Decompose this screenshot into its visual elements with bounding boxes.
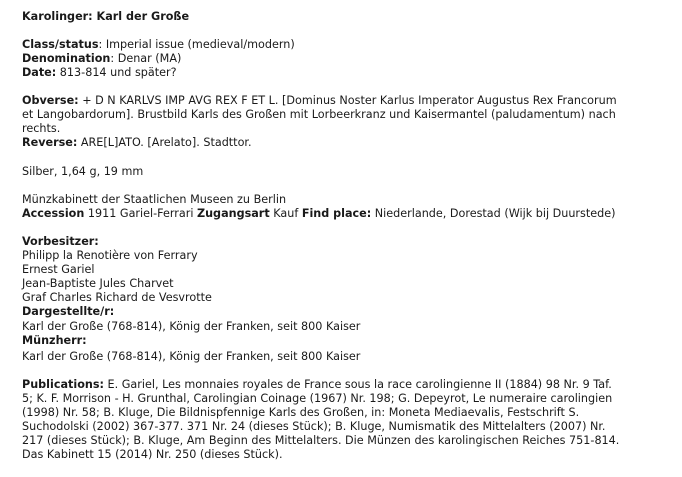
publications-text-1: E. Gariel, Les monnaies royales de France sous la race carolingienne II (1884) 98 Nr. 9 Taf. [104,378,612,391]
publications-line-3: (1998) Nr. 58; B. Kluge, Die Bildnispfennige Karls des Großen, in: Moneta Mediaevalis, Festschrift S. [22,406,580,419]
publications-line-6: Das Kabinett 15 (2014) Nr. 250 (dieses Stück). [22,448,283,461]
vorbesitzer-item: Philipp la Renotière von Ferrary [22,249,198,262]
obverse-line-2: et Langobardorum]. Brustbild Karls des Großen mit Lorbeerkranz und Kaisermantel (paludamentum) nach [22,108,616,121]
accession-row [22,207,615,221]
reverse-label: Reverse: [22,136,78,149]
dargestellte-value: Karl der Große (768-814), König der Franken, seit 800 Kaiser [22,320,361,333]
find-place-label: Find place: [301,207,372,220]
publications-line-4: Suchodolski (2002) 367-377. 371 Nr. 24 (dieses Stück); B. Kluge, Numismatik des Mittelalters (2007) Nr. [22,420,606,433]
class-status-row [22,38,295,52]
denomination-label: Denomination [22,52,111,65]
date-value: 813-814 und später? [56,66,177,79]
material-weight-size: Silber, 1,64 g, 19 mm [22,165,144,178]
denomination-row [22,52,181,66]
muenzherr-label: Münzherr: [22,334,87,347]
dargestellte-label: Dargestellte/r: [22,305,115,318]
museum-name: Münzkabinett der Staatlichen Museen zu Berlin [22,193,287,206]
obverse-text-1: + D N KARLVS IMP AVG REX F ET L. [Dominus Noster Karlus Imperator Augustus Rex Francorum [78,94,617,107]
denomination-value: : Denar (MA) [110,52,182,65]
zugangsart-label: Zugangsart [196,207,270,220]
vorbesitzer-item: Graf Charles Richard de Vesvrotte [22,291,212,304]
publications-line-5: 217 (dieses Stück); B. Kluge, Am Beginn des Mittelalters. Die Münzen des karolingischen Reiches 751-814. [22,434,620,447]
obverse-line-3: rechts. [22,122,61,135]
publications-label: Publications: [22,378,104,391]
muenzherr-value: Karl der Große (768-814), König der Franken, seit 800 Kaiser [22,350,361,363]
reverse-value: ARE[L]ATO. [Arelato]. Stadttor. [77,136,252,149]
zugangsart-value: Kauf [269,207,302,220]
accession-value: 1911 Gariel-Ferrari [84,207,197,220]
class-status-label: Class/status [22,38,99,51]
date-row [22,66,177,80]
obverse-label: Obverse: [22,94,79,107]
vorbesitzer-label: Vorbesitzer: [22,235,99,248]
accession-label: Accession [22,207,85,220]
find-place-value: Niederlande, Dorestad (Wijk bij Duurstede) [371,207,616,220]
date-label: Date: [22,66,57,79]
vorbesitzer-item: Ernest Gariel [22,263,95,276]
class-status-value: : Imperial issue (medieval/modern) [98,38,295,51]
obverse-line-1 [22,94,617,108]
page-title: Karolinger: Karl der Große [22,10,190,23]
publications-line-2: 5; K. F. Morrison - H. Grunthal, Carolingian Coinage (1967) Nr. 198; G. Depeyrot, Le numeraire carolingien [22,392,613,405]
reverse-row [22,136,252,150]
publications-line-1 [22,378,612,392]
vorbesitzer-item: Jean-Baptiste Jules Charvet [22,277,174,290]
